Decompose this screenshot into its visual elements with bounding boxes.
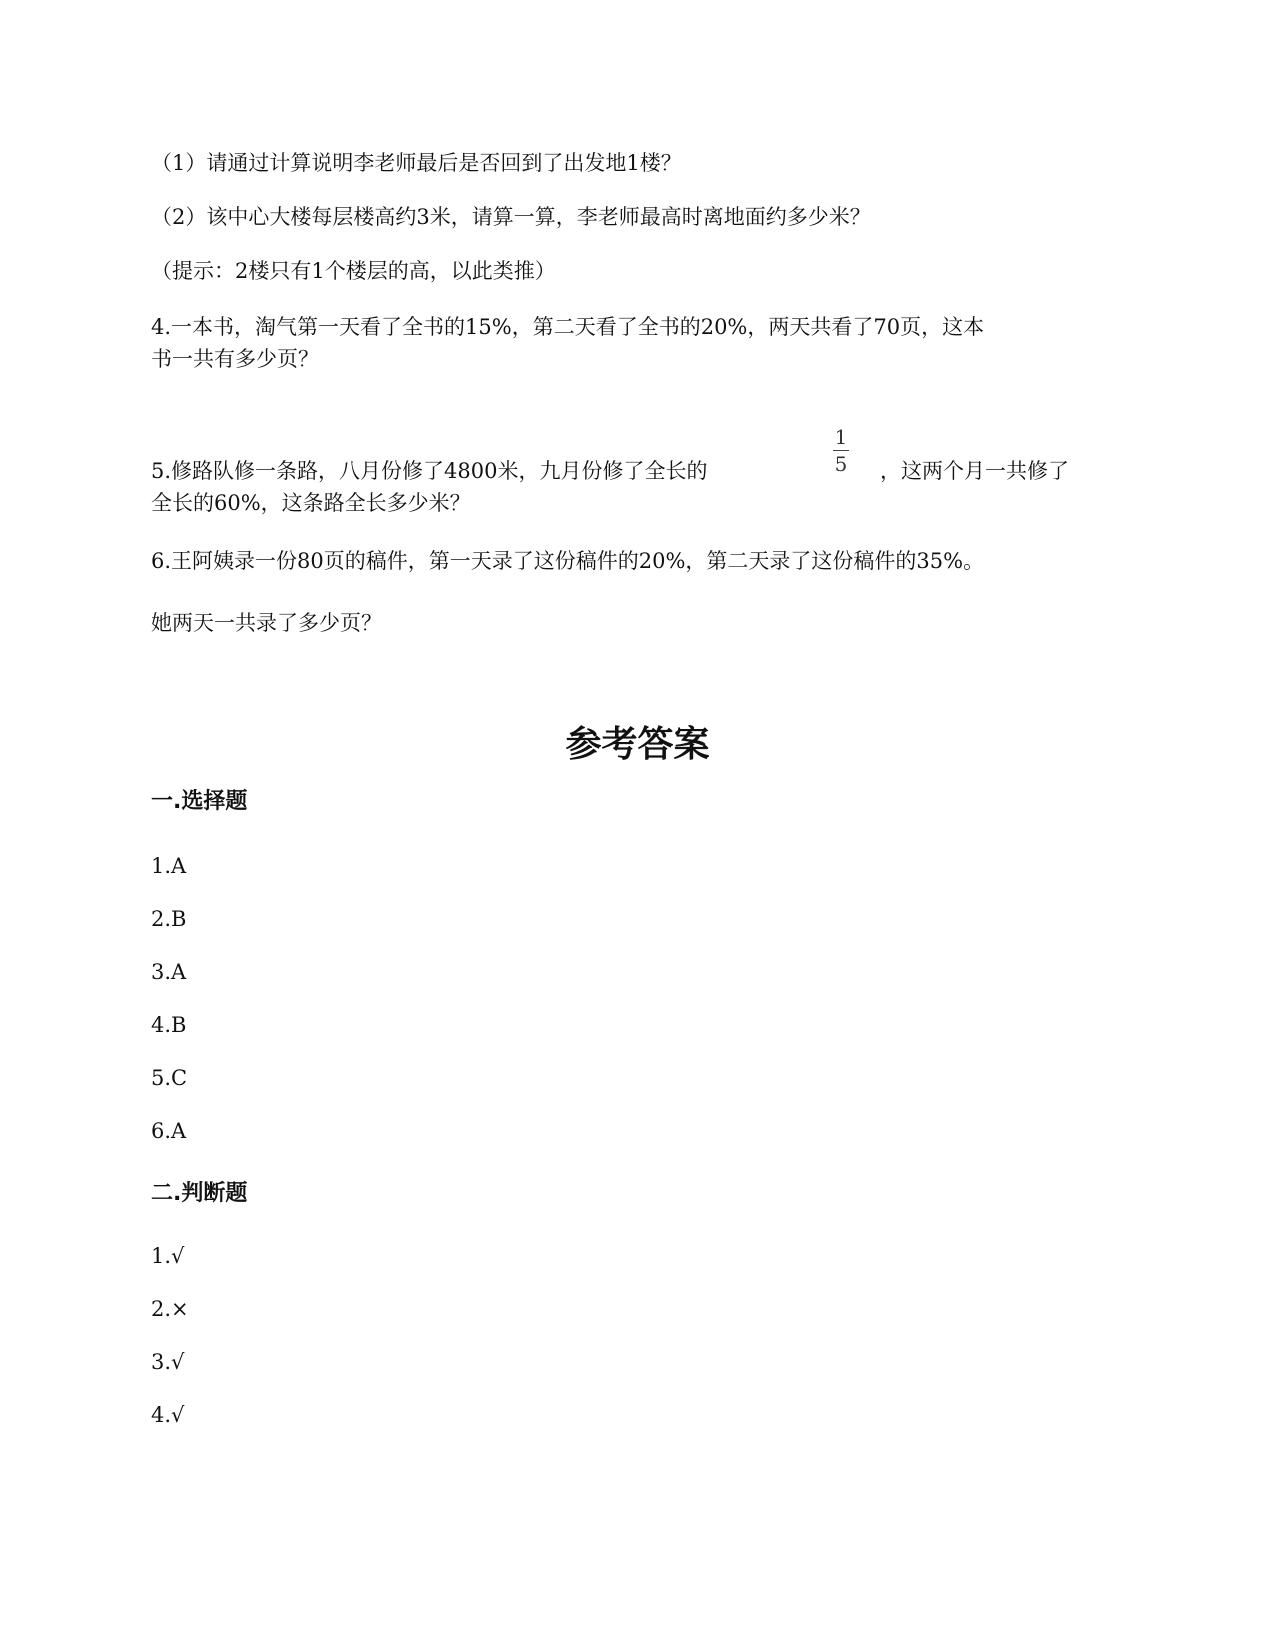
answer-item: 4.√ xyxy=(151,1403,185,1427)
question-3-part-2: （2）该中心大楼每层楼高约3米，请算一算，李老师最高时离地面约多少米？ xyxy=(151,205,871,229)
fraction-denominator: 5 xyxy=(834,452,848,476)
fraction-bar xyxy=(833,450,849,451)
answer-item: 3.A xyxy=(151,960,187,984)
question-5-line-1-end: ，这两个月一共修了 xyxy=(880,459,1069,483)
answer-item: 6.A xyxy=(151,1119,187,1143)
question-6-line-2: 她两天一共录了多少页？ xyxy=(151,611,382,635)
section-1-title: 一.选择题 xyxy=(151,789,248,814)
question-6-line-1: 6.王阿姨录一份80页的稿件，第一天录了这份稿件的20%，第二天录了这份稿件的35%。 xyxy=(151,549,985,573)
answer-item: 1.A xyxy=(151,854,187,878)
answer-item: 4.B xyxy=(151,1013,187,1037)
answer-item: 5.C xyxy=(151,1066,188,1090)
fraction-numerator: 1 xyxy=(834,425,848,449)
question-5-fraction xyxy=(826,426,856,475)
question-3-hint: （提示：2楼只有1个楼层的高，以此类推） xyxy=(151,259,556,283)
question-4-line-1: 4.一本书，淘气第一天看了全书的15%，第二天看了全书的20%，两天共看了70页，这本 xyxy=(151,315,985,339)
answers-title: 参考答案 xyxy=(565,724,710,765)
answer-item: 1.√ xyxy=(151,1244,185,1268)
answer-item: 2.B xyxy=(151,907,187,931)
answer-item: 2.× xyxy=(151,1297,189,1321)
section-2-title: 二.判断题 xyxy=(151,1181,248,1206)
question-4-line-2: 书一共有多少页？ xyxy=(151,347,319,371)
answer-item: 3.√ xyxy=(151,1350,185,1374)
question-3-part-1: （1）请通过计算说明李老师最后是否回到了出发地1楼？ xyxy=(151,151,682,175)
question-5-line-2: 全长的60%，这条路全长多少米？ xyxy=(151,491,471,515)
question-5-line-1-start: 5.修路队修一条路，八月份修了4800米，九月份修了全长的 xyxy=(151,459,708,483)
